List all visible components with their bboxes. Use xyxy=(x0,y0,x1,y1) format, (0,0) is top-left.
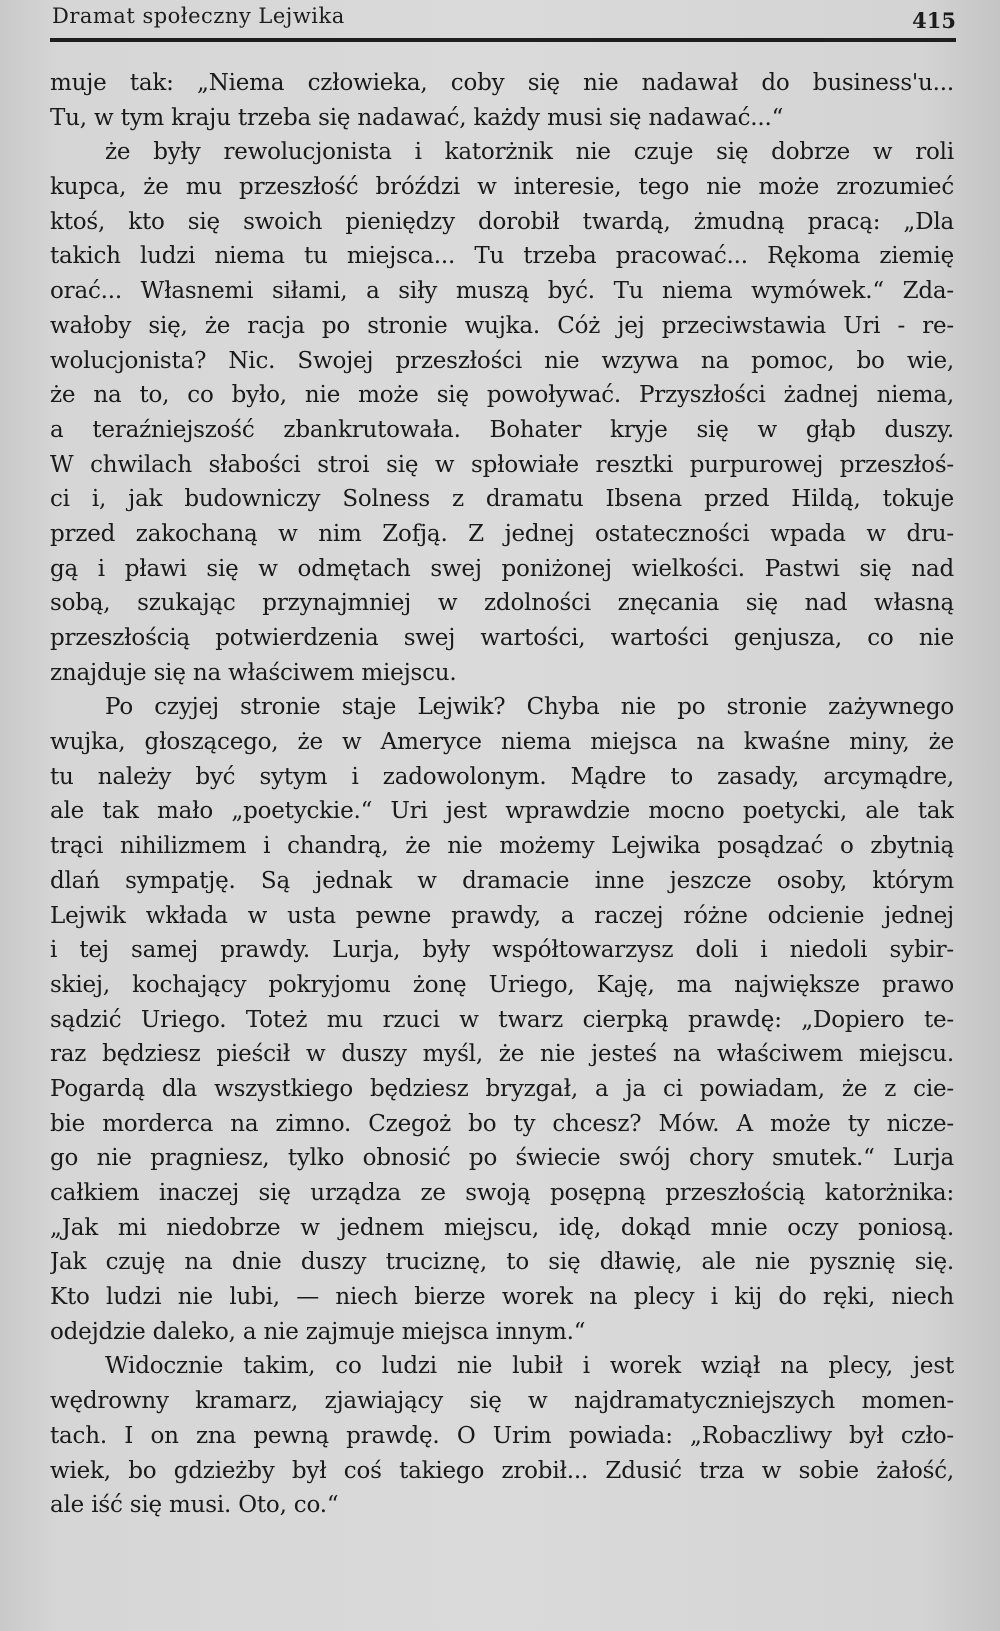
text-line: Widocznie takim, co ludzi nie lubił i worek wziął na plecy, jest xyxy=(105,1353,954,1380)
text-line: muje tak: „Niema człowieka, coby się nie nadawał do business'u... xyxy=(50,70,954,96)
text-line: wolucjonista? Nic. Swojej przeszłości nie wzywa na pomoc, bo wie, xyxy=(50,347,954,374)
text-line: wędrowny kramarz, zjawiający się w najdramatyczniejszych momen- xyxy=(50,1388,954,1415)
text-line: Kto ludzi nie lubi, — niech bierze worek na plecy i kij do ręki, niech xyxy=(50,1284,954,1311)
text-line: „Jak mi niedobrze w jednem miejscu, idę, dokąd mnie oczy poniosą. xyxy=(50,1214,954,1241)
text-line: sobą, szukając przynajmniej w zdolności znęcania się nad własną xyxy=(50,590,954,617)
text-line: wiek, bo gdzieżby był coś takiego zrobił... Zdusić trza w sobie żałość, xyxy=(50,1457,954,1484)
header-rule xyxy=(50,38,956,42)
text-line: wujka, głoszącego, że w Ameryce niema miejsca na kwaśne miny, że xyxy=(50,729,954,756)
text-line: ale iść się musi. Oto, co.“ xyxy=(50,1492,339,1519)
text-line: W chwilach słabości stroi się w spłowiałe resztki purpurowej przeszłoś- xyxy=(50,451,954,478)
text-line: znajduje się na właściwem miejscu. xyxy=(50,659,457,686)
text-line: i tej samej prawdy. Lurja, były współtowarzysz doli i niedoli sybir- xyxy=(50,937,954,964)
text-line: takich ludzi niema tu miejsca... Tu trzeba pracować... Rękoma ziemię xyxy=(50,243,954,270)
text-line: że były rewolucjonista i katorżnik nie czuje się dobrze w roli xyxy=(105,139,954,166)
text-line: kupca, że mu przeszłość bróździ w interesie, tego nie może zrozumieć xyxy=(50,174,954,201)
text-line: tu należy być sytym i zadowolonym. Mądre to zasady, arcymądre, xyxy=(50,763,954,790)
text-line: raz będziesz pieścił w duszy myśl, że nie jesteś na właściwem miejscu. xyxy=(50,1041,954,1068)
text-line: Po czyjej stronie staje Lejwik? Chyba nie po stronie zażywnego xyxy=(105,694,954,721)
text-line: wałoby się, że racja po stronie wujka. Cóż jej przeciwstawia Uri - re- xyxy=(50,312,954,339)
text-line: bie morderca na zimno. Czegoż bo ty chcesz? Mów. A może ty nicze- xyxy=(50,1110,954,1137)
text-line: tach. I on zna pewną prawdę. O Urim powiada: „Robaczliwy był czło- xyxy=(50,1422,954,1449)
running-title: Dramat społeczny Lejwika xyxy=(52,4,345,28)
text-line: trąci nihilizmem i chandrą, że nie możemy Lejwika posądzać o zbytnią xyxy=(50,833,954,860)
text-line: gą i pławi się w odmętach swej poniżonej wielkości. Pastwi się nad xyxy=(50,555,954,582)
text-line: Jak czuję na dnie duszy truciznę, to się dławię, ale nie pysznię się. xyxy=(50,1249,954,1276)
text-line: ci i, jak budowniczy Solness z dramatu Ibsena przed Hildą, tokuje xyxy=(50,486,954,513)
text-line: Tu, w tym kraju trzeba się nadawać, każdy musi się nadawać...“ xyxy=(50,104,784,131)
text-line: orać... Własnemi siłami, a siły muszą być. Tu niema wymówek.“ Zda- xyxy=(50,278,954,305)
text-line: odejdzie daleko, a nie zajmuje miejsca innym.“ xyxy=(50,1318,586,1345)
text-line: dlań sympatję. Są jednak w dramacie inne jeszcze osoby, którym xyxy=(50,867,954,894)
text-line: przeszłością potwierdzenia swej wartości, wartości genjusza, co nie xyxy=(50,625,954,651)
text-line: całkiem inaczej się urządza ze swoją posępną przeszłością katorżnika: xyxy=(50,1180,954,1206)
text-line: skiej, kochający pokryjomu żonę Uriego, Kaję, ma największe prawo xyxy=(50,971,954,998)
text-line: sądzić Uriego. Toteż mu rzuci w twarz cierpką prawdę: „Dopiero te- xyxy=(50,1006,954,1033)
text-line: ktoś, kto się swoich pieniędzy dorobił twardą, żmudną pracą: „Dla xyxy=(50,208,954,235)
text-line: Pogardą dla wszystkiego będziesz bryzgał, a ja ci powiadam, że z cie- xyxy=(50,1075,954,1102)
text-line: go nie pragniesz, tylko obnosić po świecie swój chory smutek.“ Lurja xyxy=(50,1145,954,1172)
body-text xyxy=(50,66,954,1523)
text-line: przed zakochaną w nim Zofją. Z jednej ostateczności wpada w dru- xyxy=(50,520,954,547)
text-line: ale tak mało „poetyckie.“ Uri jest wprawdzie mocno poetycki, ale tak xyxy=(50,798,954,825)
page-number: 415 xyxy=(912,8,956,33)
running-head xyxy=(52,0,956,38)
text-line: Lejwik wkłada w usta pewne prawdy, a raczej różne odcienie jednej xyxy=(50,902,954,929)
text-line: że na to, co było, nie może się powoływać. Przyszłości żadnej niema, xyxy=(50,382,954,409)
text-line: a teraźniejszość zbankrutowała. Bohater kryje się w głąb duszy. xyxy=(50,416,954,443)
